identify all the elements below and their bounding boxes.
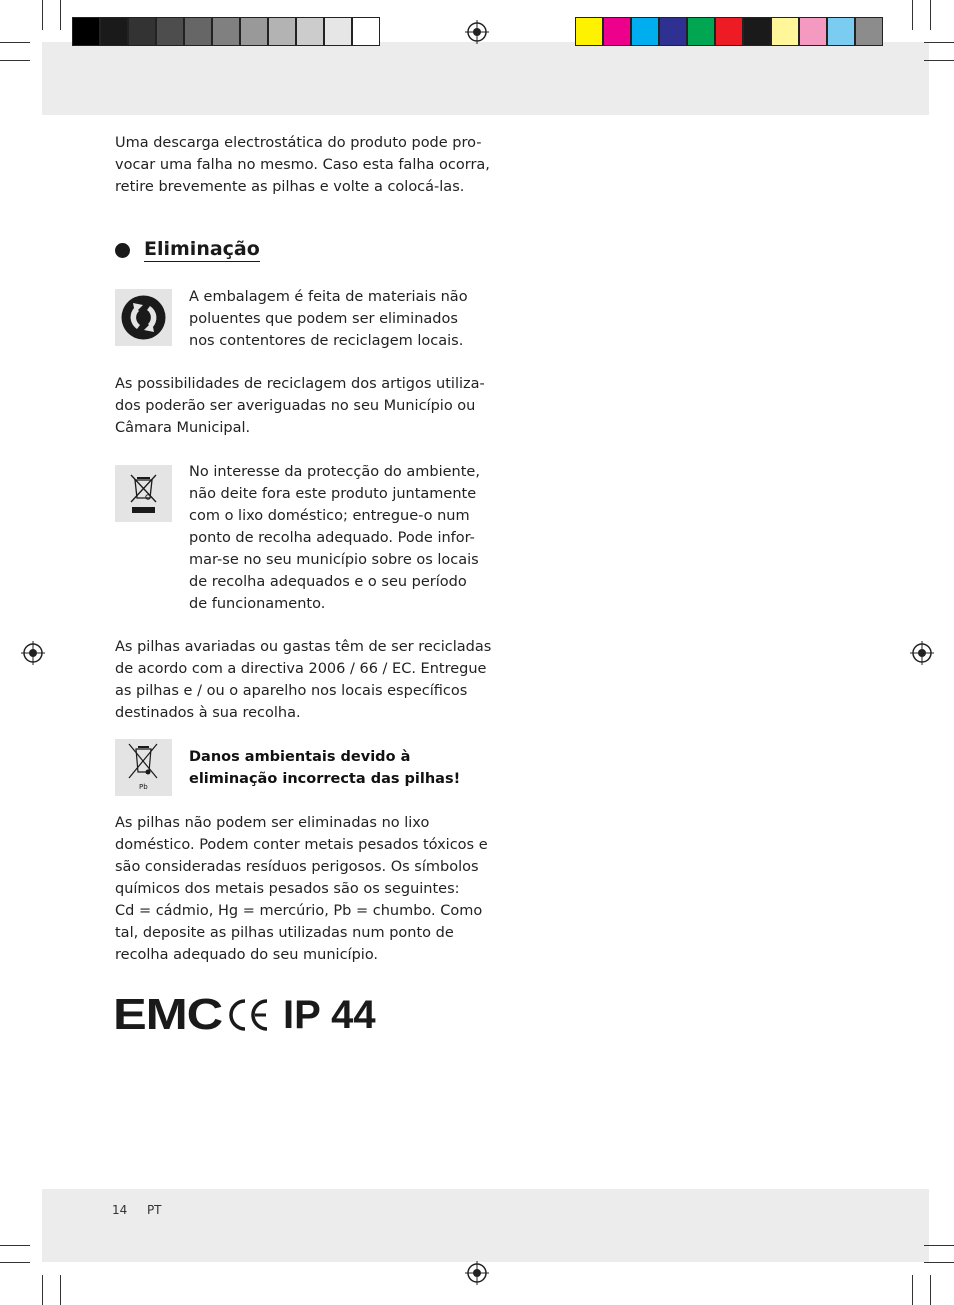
registration-mark-icon	[465, 20, 489, 44]
ip-rating: IP 44	[283, 992, 376, 1037]
crop-mark	[0, 1245, 30, 1246]
intro-paragraph	[115, 132, 490, 198]
recycling-info-paragraph	[115, 373, 485, 439]
registration-mark-icon	[21, 641, 45, 665]
crop-mark	[930, 0, 931, 30]
language-code: PT	[146, 1203, 162, 1217]
color-swatch	[212, 17, 240, 46]
weee-paragraph	[189, 461, 480, 615]
color-swatch	[72, 17, 100, 46]
crop-mark	[42, 1275, 43, 1305]
warning-line: Danos ambientais devido à	[189, 749, 411, 765]
text-line: de funcionamento.	[189, 596, 326, 612]
color-swatch	[603, 17, 631, 46]
registration-mark-icon	[910, 641, 934, 665]
crop-mark	[0, 60, 30, 61]
packaging-paragraph	[189, 286, 468, 352]
emc-logo: EMC	[113, 990, 222, 1039]
color-swatch	[128, 17, 156, 46]
color-swatch	[799, 17, 827, 46]
battery-bin-icon-box	[115, 739, 172, 796]
text-line: As pilhas avariadas ou gastas têm de ser recicladas	[115, 639, 492, 655]
color-swatch	[855, 17, 883, 46]
section-title: Eliminação	[144, 238, 260, 260]
text-line: de recolha adequados e o seu período	[189, 574, 467, 590]
text-line: são consideradas resíduos perigosos. Os símbolos	[115, 859, 479, 875]
color-swatch	[184, 17, 212, 46]
color-swatch	[240, 17, 268, 46]
crop-mark	[924, 1245, 954, 1246]
certification-logos	[113, 990, 376, 1040]
text-line: não deite fora este produto juntamente	[189, 486, 477, 502]
text-line: As possibilidades de reciclagem dos artigos utiliza-	[115, 376, 485, 392]
page-footer	[112, 1203, 162, 1217]
color-swatch	[100, 17, 128, 46]
color-swatch	[659, 17, 687, 46]
crop-mark	[912, 1275, 913, 1305]
color-swatch	[715, 17, 743, 46]
page-number: 14	[112, 1203, 128, 1217]
battery-warning	[189, 746, 460, 790]
crop-mark	[924, 42, 954, 43]
color-swatch	[771, 17, 799, 46]
text-line: de acordo com a directiva 2006 / 66 / EC. Entregue	[115, 661, 487, 677]
text-line: tal, deposite as pilhas utilizadas num ponto de	[115, 925, 454, 941]
color-swatch	[268, 17, 296, 46]
footer-band	[42, 1189, 929, 1262]
color-swatch	[827, 17, 855, 46]
warning-line: eliminação incorrecta das pilhas!	[189, 771, 461, 787]
text-line: químicos dos metais pesados são os seguintes:	[115, 881, 460, 897]
text-line: poluentes que podem ser eliminados	[189, 311, 458, 327]
color-swatch	[324, 17, 352, 46]
ce-mark-icon	[227, 997, 271, 1033]
header-band	[42, 42, 929, 115]
text-line: No interesse da protecção do ambiente,	[189, 464, 480, 480]
text-line: Uma descarga electrostática do produto pode pro-	[115, 135, 482, 151]
text-line: retire brevemente as pilhas e volte a colocá-las.	[115, 179, 465, 195]
text-line: vocar uma falha no mesmo. Caso esta falha ocorra,	[115, 157, 490, 173]
weee-icon-box	[115, 465, 172, 522]
text-line: dos poderão ser averiguadas no seu Município ou	[115, 398, 476, 414]
crop-mark	[930, 1275, 931, 1305]
text-line: ponto de recolha adequado. Pode infor-	[189, 530, 475, 546]
text-line: com o lixo doméstico; entregue-o num	[189, 508, 470, 524]
crop-mark	[60, 1275, 61, 1305]
text-line: doméstico. Podem conter metais pesados tóxicos e	[115, 837, 488, 853]
crop-mark	[0, 1262, 30, 1263]
heavy-metals-paragraph	[115, 812, 488, 966]
crossed-bin-pb-icon	[115, 739, 172, 796]
text-line: mar-se no seu município sobre os locais	[189, 552, 479, 568]
bullet-icon	[115, 243, 130, 258]
recycling-icon-box	[115, 289, 172, 346]
color-swatch	[575, 17, 603, 46]
green-dot-recycling-icon	[115, 289, 172, 346]
process-color-bar	[575, 17, 883, 46]
text-line: As pilhas não podem ser eliminadas no lixo	[115, 815, 430, 831]
crop-mark	[42, 0, 43, 30]
color-swatch	[743, 17, 771, 46]
pb-label: Pb	[139, 783, 148, 791]
text-line: Câmara Municipal.	[115, 420, 251, 436]
grayscale-color-bar	[72, 17, 380, 46]
crossed-bin-icon	[115, 465, 172, 522]
text-line: recolha adequado do seu município.	[115, 947, 379, 963]
color-swatch	[687, 17, 715, 46]
crop-mark	[924, 60, 954, 61]
text-line: as pilhas e / ou o aparelho nos locais específicos	[115, 683, 468, 699]
text-line: A embalagem é feita de materiais não	[189, 289, 468, 305]
color-swatch	[156, 17, 184, 46]
color-swatch	[631, 17, 659, 46]
text-line: Cd = cádmio, Hg = mercúrio, Pb = chumbo. Como	[115, 903, 483, 919]
text-line: nos contentores de reciclagem locais.	[189, 333, 464, 349]
crop-mark	[60, 0, 61, 30]
color-swatch	[352, 17, 380, 46]
section-heading	[115, 238, 260, 262]
color-swatch	[296, 17, 324, 46]
registration-mark-icon	[465, 1261, 489, 1285]
crop-mark	[912, 0, 913, 30]
text-line: destinados à sua recolha.	[115, 705, 301, 721]
crop-mark	[0, 42, 30, 43]
crop-mark	[924, 1262, 954, 1263]
batteries-paragraph	[115, 636, 491, 724]
